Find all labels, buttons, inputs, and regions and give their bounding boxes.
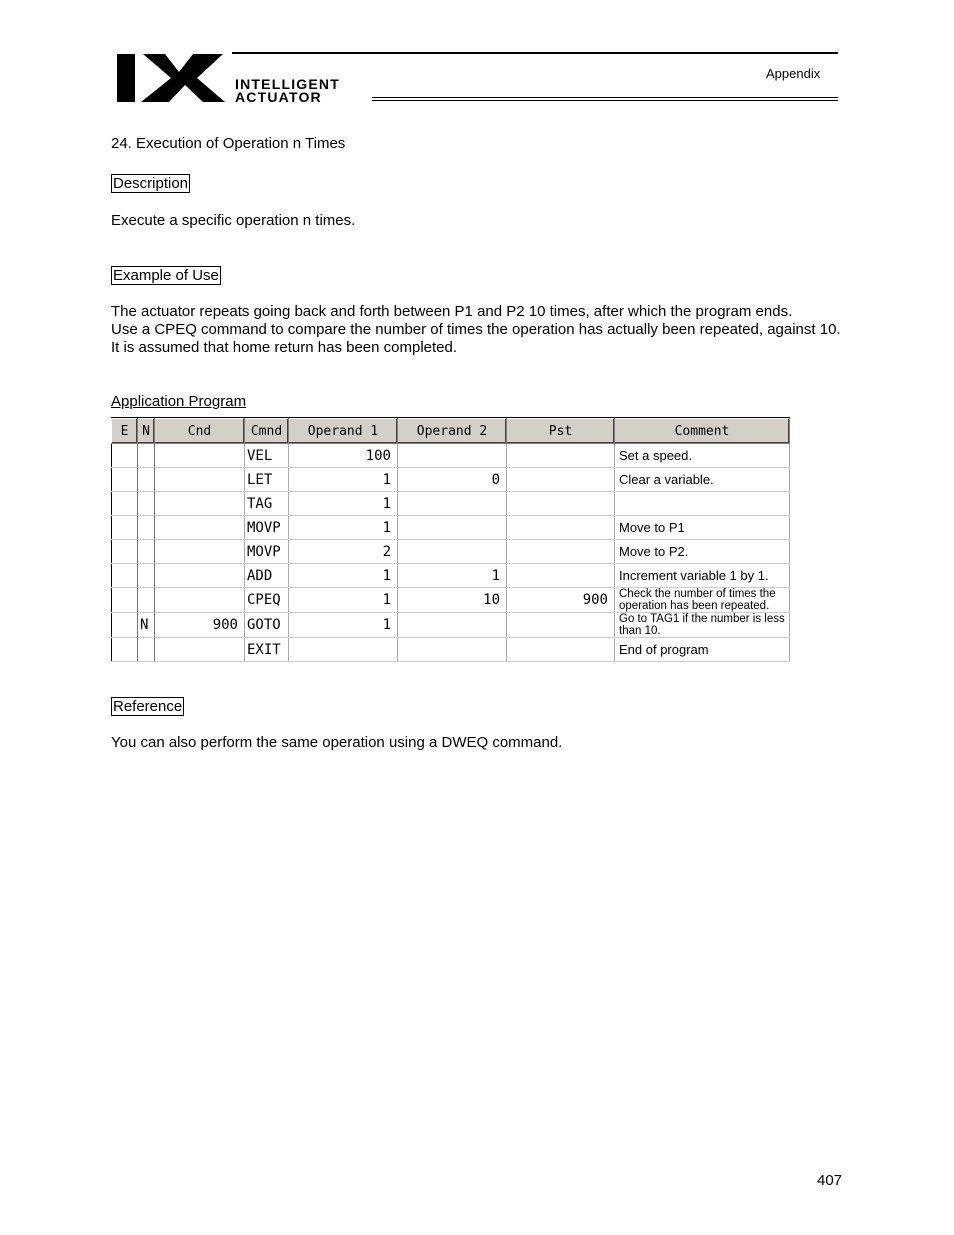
cell-cmnd[interactable]: ADD bbox=[245, 564, 289, 588]
logo-line2: ACTUATOR bbox=[235, 89, 322, 104]
cell-comment[interactable]: Set a speed. bbox=[615, 444, 790, 468]
cell-operand1[interactable]: 2 bbox=[289, 540, 398, 564]
cell-n[interactable] bbox=[138, 540, 155, 564]
program-row bbox=[112, 540, 790, 564]
description-text: Execute a specific operation n times. bbox=[111, 212, 356, 229]
cell-n[interactable] bbox=[138, 516, 155, 540]
cell-operand2[interactable] bbox=[398, 444, 507, 468]
reference-label: Reference bbox=[113, 698, 183, 715]
cell-operand1[interactable]: 1 bbox=[289, 588, 398, 613]
example-line: It is assumed that home return has been completed. bbox=[111, 339, 458, 356]
cell-cmnd[interactable]: CPEQ bbox=[245, 588, 289, 613]
col-header-operand1[interactable]: Operand 1 bbox=[289, 419, 398, 444]
cell-e[interactable] bbox=[112, 444, 138, 468]
program-row bbox=[112, 638, 790, 662]
cell-operand1[interactable]: 1 bbox=[289, 492, 398, 516]
cell-cnd[interactable] bbox=[155, 516, 245, 540]
cell-n[interactable] bbox=[138, 588, 155, 613]
cell-n[interactable] bbox=[138, 638, 155, 662]
cell-e[interactable] bbox=[112, 468, 138, 492]
col-header-cnd[interactable]: Cnd bbox=[155, 419, 245, 444]
cell-cmnd[interactable]: TAG bbox=[245, 492, 289, 516]
col-header-cmnd[interactable]: Cmnd bbox=[245, 419, 289, 444]
cell-pst[interactable] bbox=[507, 638, 615, 662]
program-row bbox=[112, 468, 790, 492]
col-header-pst[interactable]: Pst bbox=[507, 419, 615, 444]
cell-cnd[interactable] bbox=[155, 564, 245, 588]
cell-pst[interactable] bbox=[507, 613, 615, 638]
section-title: 24. Execution of Operation n Times bbox=[111, 135, 346, 152]
intelligent-actuator-logo bbox=[115, 52, 395, 104]
cell-n[interactable]: N bbox=[138, 613, 155, 638]
cell-operand1[interactable]: 100 bbox=[289, 444, 398, 468]
program-row bbox=[112, 588, 790, 613]
col-header-operand2[interactable]: Operand 2 bbox=[398, 419, 507, 444]
cell-n[interactable] bbox=[138, 444, 155, 468]
cell-operand2[interactable]: 10 bbox=[398, 588, 507, 613]
cell-cmnd[interactable]: LET bbox=[245, 468, 289, 492]
reference-text: You can also perform the same operation using a DWEQ command. bbox=[111, 734, 563, 751]
cell-cnd[interactable] bbox=[155, 444, 245, 468]
example-paragraph bbox=[111, 303, 851, 357]
program-table bbox=[111, 417, 790, 661]
cell-comment[interactable]: End of program bbox=[615, 638, 790, 662]
cell-e[interactable] bbox=[112, 613, 138, 638]
cell-cmnd[interactable]: EXIT bbox=[245, 638, 289, 662]
program-label: Application Program bbox=[111, 393, 247, 410]
cell-e[interactable] bbox=[112, 638, 138, 662]
cell-n[interactable] bbox=[138, 468, 155, 492]
cell-operand2[interactable]: 1 bbox=[398, 564, 507, 588]
cell-pst[interactable] bbox=[507, 564, 615, 588]
cell-pst[interactable] bbox=[507, 468, 615, 492]
cell-comment[interactable]: Increment variable 1 by 1. bbox=[615, 564, 790, 588]
program-row bbox=[112, 613, 790, 638]
example-label: Example of Use bbox=[113, 267, 219, 284]
header-rule-top bbox=[232, 52, 838, 54]
cell-comment[interactable]: Clear a variable. bbox=[615, 468, 790, 492]
cell-n[interactable] bbox=[138, 492, 155, 516]
cell-cnd[interactable] bbox=[155, 588, 245, 613]
cell-pst[interactable]: 900 bbox=[507, 588, 615, 613]
cell-pst[interactable] bbox=[507, 540, 615, 564]
cell-e[interactable] bbox=[112, 492, 138, 516]
cell-operand2[interactable] bbox=[398, 540, 507, 564]
cell-cnd[interactable] bbox=[155, 468, 245, 492]
header-section-label: Appendix bbox=[766, 66, 821, 81]
col-header-n[interactable]: N bbox=[138, 419, 155, 444]
cell-operand1[interactable]: 1 bbox=[289, 516, 398, 540]
col-header-e[interactable]: E bbox=[112, 419, 138, 444]
cell-operand1[interactable]: 1 bbox=[289, 468, 398, 492]
program-row bbox=[112, 516, 790, 540]
cell-pst[interactable] bbox=[507, 492, 615, 516]
cell-cnd[interactable] bbox=[155, 492, 245, 516]
cell-operand1[interactable] bbox=[289, 638, 398, 662]
cell-cnd[interactable] bbox=[155, 540, 245, 564]
cell-e[interactable] bbox=[112, 516, 138, 540]
cell-comment[interactable]: Move to P1 bbox=[615, 516, 790, 540]
cell-operand2[interactable] bbox=[398, 638, 507, 662]
cell-cmnd[interactable]: MOVP bbox=[245, 540, 289, 564]
example-line: Use a CPEQ command to compare the number of times the operation has actually been repeated, against 10. bbox=[111, 321, 841, 338]
program-row bbox=[112, 492, 790, 516]
cell-cnd[interactable]: 900 bbox=[155, 613, 245, 638]
cell-e[interactable] bbox=[112, 588, 138, 613]
cell-comment[interactable]: Check the number of times the operation has been repeated. bbox=[615, 588, 790, 613]
cell-e[interactable] bbox=[112, 540, 138, 564]
description-label: Description bbox=[113, 175, 189, 192]
cell-pst[interactable] bbox=[507, 516, 615, 540]
cell-n[interactable] bbox=[138, 564, 155, 588]
example-line: The actuator repeats going back and forth between P1 and P2 10 times, after which the program ends. bbox=[111, 303, 793, 320]
col-header-comment[interactable]: Comment bbox=[615, 419, 790, 444]
cell-cnd[interactable] bbox=[155, 638, 245, 662]
cell-comment[interactable]: Go to TAG1 if the number is less than 10. bbox=[615, 613, 790, 638]
cell-pst[interactable] bbox=[507, 444, 615, 468]
cell-operand2[interactable] bbox=[398, 613, 507, 638]
cell-cmnd[interactable]: VEL bbox=[245, 444, 289, 468]
cell-operand1[interactable]: 1 bbox=[289, 564, 398, 588]
cell-operand2[interactable] bbox=[398, 516, 507, 540]
cell-comment[interactable] bbox=[615, 492, 790, 516]
program-row bbox=[112, 444, 790, 468]
header-rule-bottom bbox=[372, 97, 838, 98]
program-row bbox=[112, 564, 790, 588]
cell-operand2[interactable] bbox=[398, 492, 507, 516]
cell-operand1[interactable]: 1 bbox=[289, 613, 398, 638]
cell-operand2[interactable]: 0 bbox=[398, 468, 507, 492]
header-rule-bottom-2 bbox=[372, 100, 838, 101]
logo-line1: INTELLIGENT bbox=[235, 76, 340, 92]
page-number: 407 bbox=[817, 1172, 843, 1189]
cell-e[interactable] bbox=[112, 564, 138, 588]
cell-cmnd[interactable]: GOTO bbox=[245, 613, 289, 638]
cell-cmnd[interactable]: MOVP bbox=[245, 516, 289, 540]
program-header-row bbox=[112, 419, 790, 444]
cell-comment[interactable]: Move to P2. bbox=[615, 540, 790, 564]
